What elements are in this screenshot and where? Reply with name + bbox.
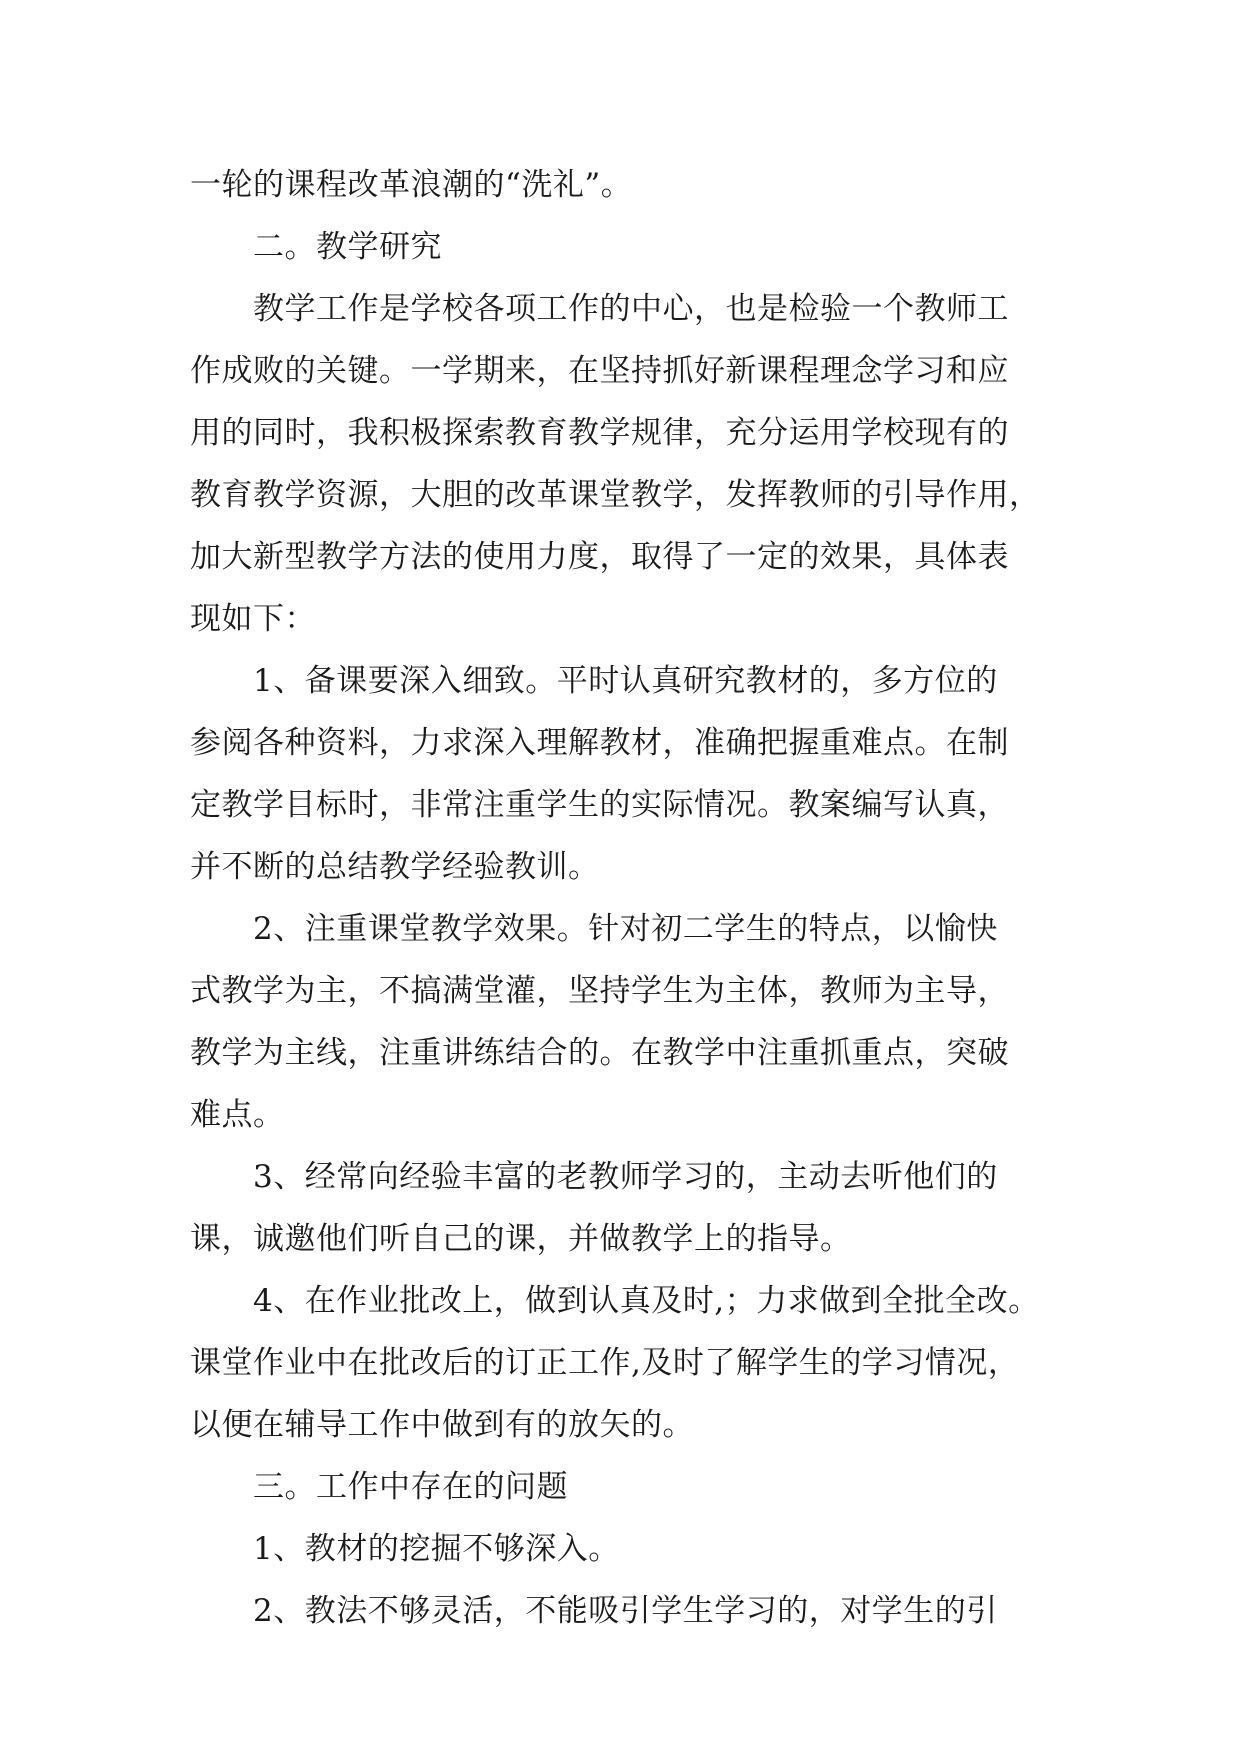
text-line: 式教学为主，不搞满堂灌，坚持学生为主体，教师为主导， xyxy=(190,973,1009,1009)
text-line: 现如下： xyxy=(190,601,316,637)
section-heading: 二。教学研究 xyxy=(253,229,442,265)
text-line: 1、教材的挖掘不够深入。 xyxy=(253,1531,620,1567)
text-line: 一轮的课程改革浪潮的“洗礼”。 xyxy=(190,167,633,203)
text-line: 难点。 xyxy=(190,1097,285,1133)
text-line: 课堂作业中在批改后的订正工作,及时了解学生的学习情况， xyxy=(190,1345,1020,1381)
text-line: 以便在辅导工作中做到有的放矢的。 xyxy=(190,1407,694,1443)
text-line: 4、在作业批改上，做到认真及时,；力求做到全批全改。 xyxy=(253,1283,1040,1319)
text-line: 2、教法不够灵活，不能吸引学生学习的，对学生的引 xyxy=(253,1593,998,1629)
text-line: 课，诚邀他们听自己的课，并做教学上的指导。 xyxy=(190,1221,852,1257)
text-line: 教学为主线，注重讲练结合的。在教学中注重抓重点，突破 xyxy=(190,1035,1009,1071)
text-line: 加大新型教学方法的使用力度，取得了一定的效果，具体表 xyxy=(190,539,1009,575)
text-line: 用的同时，我积极探索教育教学规律，充分运用学校现有的 xyxy=(190,415,1009,451)
text-line: 3、经常向经验丰富的老教师学习的，主动去听他们的 xyxy=(253,1159,998,1195)
text-line: 教学工作是学校各项工作的中心，也是检验一个教师工 xyxy=(253,291,1009,327)
text-line: 参阅各种资料，力求深入理解教材，准确把握重难点。在制 xyxy=(190,725,1009,761)
text-line: 2、注重课堂教学效果。针对初二学生的特点，以愉快 xyxy=(253,911,998,947)
section-heading: 三。工作中存在的问题 xyxy=(253,1469,568,1505)
text-line: 教育教学资源，大胆的改革课堂教学，发挥教师的引导作用， xyxy=(190,477,1041,513)
text-line: 1、备课要深入细致。平时认真研究教材的，多方位的 xyxy=(253,663,998,699)
text-line: 定教学目标时，非常注重学生的实际情况。教案编写认真， xyxy=(190,787,1009,823)
text-line: 作成败的关键。一学期来，在坚持抓好新课程理念学习和应 xyxy=(190,353,1009,389)
text-line: 并不断的总结教学经验教训。 xyxy=(190,849,600,885)
